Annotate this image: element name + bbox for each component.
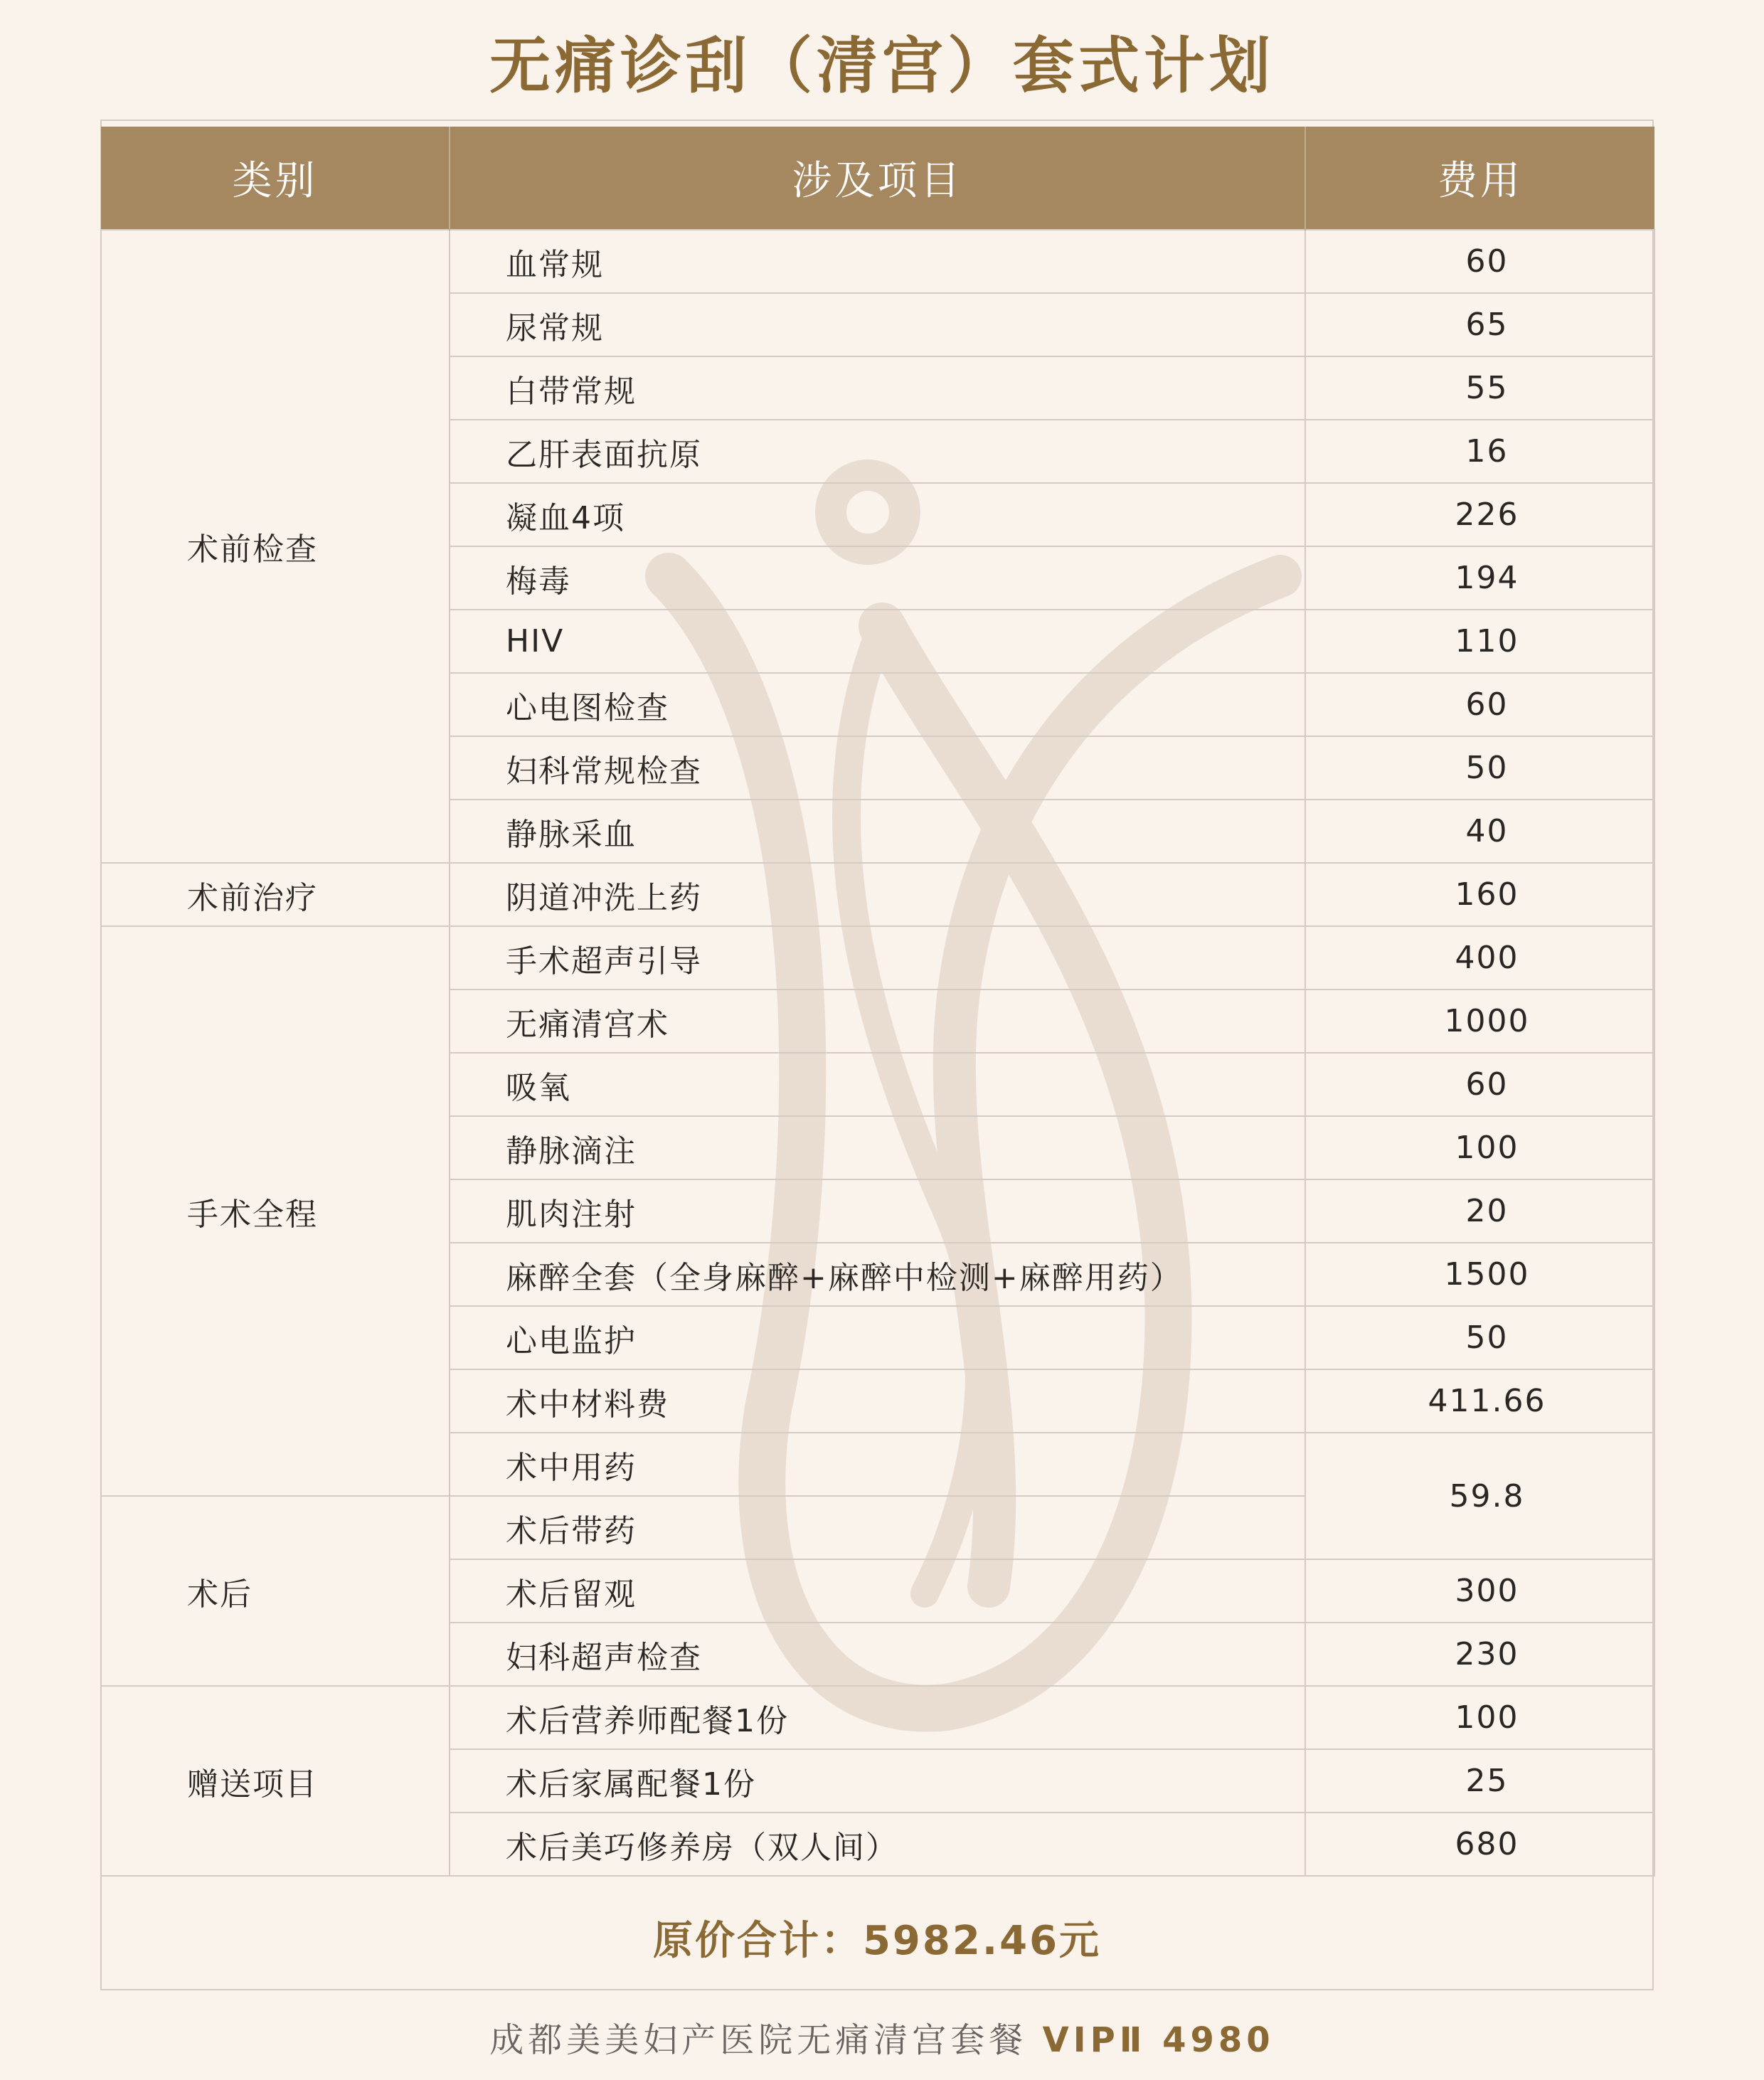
cost-cell: 194: [1305, 546, 1654, 610]
item-cell: 术后留观: [450, 1559, 1305, 1623]
category-cell: 术前治疗: [101, 863, 450, 926]
plan-table: [100, 127, 1655, 1877]
cost-cell: 59.8: [1305, 1433, 1654, 1559]
category-cell: 术后: [101, 1496, 450, 1686]
item-cell: 术后美巧修养房（双人间）: [450, 1813, 1305, 1876]
item-cell: 术后带药: [450, 1496, 1305, 1559]
cost-cell: 40: [1305, 800, 1654, 863]
category-cell: 术前检查: [101, 230, 450, 863]
table-header-row: [101, 127, 1654, 230]
category-cell: 手术全程: [101, 926, 450, 1496]
item-cell: 术中用药: [450, 1433, 1305, 1496]
cost-cell: 400: [1305, 926, 1654, 989]
item-cell: 静脉采血: [450, 800, 1305, 863]
item-cell: 妇科常规检查: [450, 736, 1305, 800]
table-row: [101, 1686, 1654, 1749]
cost-cell: 230: [1305, 1623, 1654, 1686]
table-row: [101, 863, 1654, 926]
item-cell: 手术超声引导: [450, 926, 1305, 989]
item-cell: 妇科超声检查: [450, 1623, 1305, 1686]
item-cell: 肌肉注射: [450, 1179, 1305, 1243]
footer: [0, 2007, 1764, 2073]
cost-cell: 680: [1305, 1813, 1654, 1876]
item-cell: 术中材料费: [450, 1369, 1305, 1433]
column-header-category: 类别: [101, 127, 450, 230]
cost-cell: 60: [1305, 1053, 1654, 1116]
total-price: 原价合计：5982.46元: [652, 1918, 1102, 1964]
category-cell: 赠送项目: [101, 1686, 450, 1876]
item-cell: 术后家属配餐1份: [450, 1749, 1305, 1813]
item-cell: 尿常规: [450, 293, 1305, 356]
page-title: 无痛诊刮（清宫）套式计划: [489, 31, 1275, 102]
cost-cell: 16: [1305, 420, 1654, 483]
item-cell: 吸氧: [450, 1053, 1305, 1116]
cost-cell: 160: [1305, 863, 1654, 926]
item-cell: 无痛清宫术: [450, 989, 1305, 1053]
cost-cell: 50: [1305, 736, 1654, 800]
footer-vip-price: VIPⅡ 4980: [1042, 2020, 1275, 2060]
item-cell: 麻醉全套（全身麻醉+麻醉中检测+麻醉用药）: [450, 1243, 1305, 1306]
item-cell: 凝血4项: [450, 483, 1305, 546]
cost-cell: 110: [1305, 610, 1654, 673]
footer-hospital-package: 成都美美妇产医院无痛清宫套餐: [489, 2020, 1028, 2060]
cost-cell: 60: [1305, 673, 1654, 736]
cost-cell: 226: [1305, 483, 1654, 546]
cost-cell: 20: [1305, 1179, 1654, 1243]
item-cell: 术后营养师配餐1份: [450, 1686, 1305, 1749]
cost-cell: 411.66: [1305, 1369, 1654, 1433]
item-cell: 阴道冲洗上药: [450, 863, 1305, 926]
column-header-items: 涉及项目: [450, 127, 1305, 230]
item-cell: 心电监护: [450, 1306, 1305, 1369]
table-row: [101, 926, 1654, 989]
item-cell: 梅毒: [450, 546, 1305, 610]
cost-cell: 60: [1305, 230, 1654, 293]
item-cell: 白带常规: [450, 356, 1305, 420]
item-cell: 乙肝表面抗原: [450, 420, 1305, 483]
cost-cell: 1500: [1305, 1243, 1654, 1306]
cost-cell: 50: [1305, 1306, 1654, 1369]
item-cell: 血常规: [450, 230, 1305, 293]
item-cell: 心电图检查: [450, 673, 1305, 736]
cost-cell: 100: [1305, 1116, 1654, 1179]
cost-cell: 25: [1305, 1749, 1654, 1813]
cost-cell: 300: [1305, 1559, 1654, 1623]
item-cell: 静脉滴注: [450, 1116, 1305, 1179]
table-row: [101, 230, 1654, 293]
item-cell: HIV: [450, 610, 1305, 673]
cost-cell: 65: [1305, 293, 1654, 356]
column-header-cost: 费用: [1305, 127, 1654, 230]
cost-cell: 55: [1305, 356, 1654, 420]
cost-cell: 100: [1305, 1686, 1654, 1749]
cost-cell: 1000: [1305, 989, 1654, 1053]
